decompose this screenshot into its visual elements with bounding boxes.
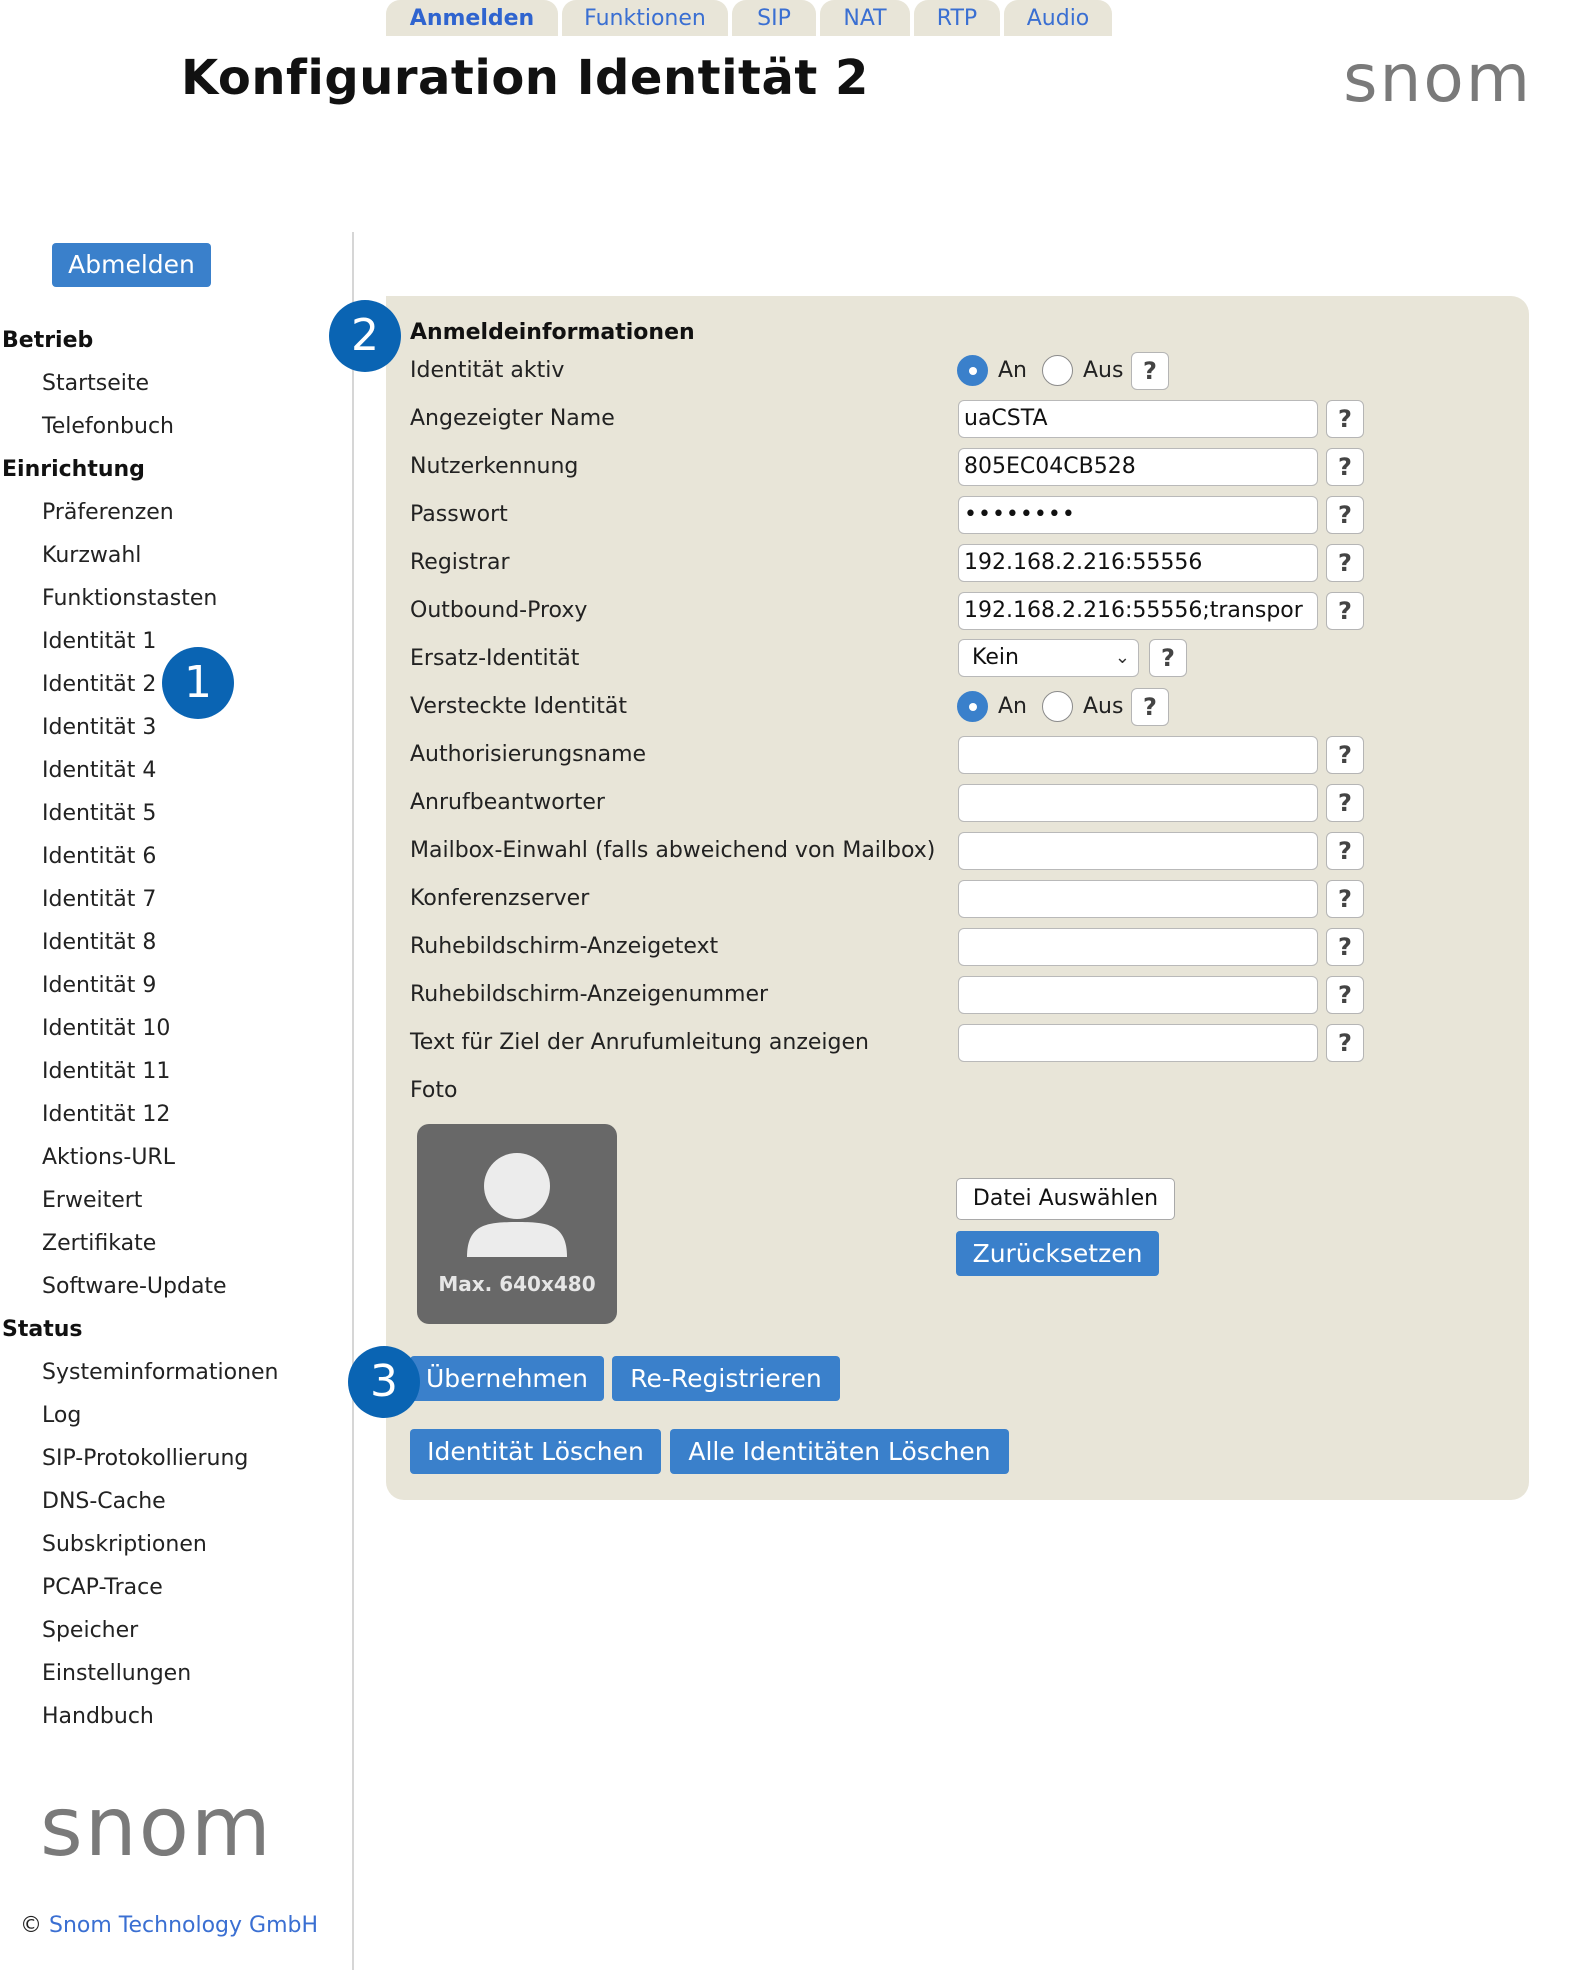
marker-1: 1 xyxy=(162,647,234,719)
delete-identity-button[interactable]: Identität Löschen xyxy=(410,1429,661,1474)
idle-text-input[interactable] xyxy=(958,928,1318,966)
tab-audio[interactable]: Audio xyxy=(1004,0,1112,36)
sidebar-item-zertifikate[interactable]: Zertifikate xyxy=(42,1231,157,1256)
user-id-input[interactable]: 805EC04CB528 xyxy=(958,448,1318,486)
sidebar-item-einstellungen[interactable]: Einstellungen xyxy=(42,1661,192,1686)
forward-target-text-label: Text für Ziel der Anrufumleitung anzeigen xyxy=(410,1030,869,1055)
identity-active-label: Identität aktiv xyxy=(410,358,565,383)
mailbox-dialin-label: Mailbox-Einwahl (falls abweichend von Mailbox) xyxy=(410,838,936,863)
photo-label: Foto xyxy=(410,1078,458,1103)
help-icon[interactable]: ? xyxy=(1326,880,1364,918)
help-icon[interactable]: ? xyxy=(1326,832,1364,870)
help-icon[interactable]: ? xyxy=(1326,496,1364,534)
tab-anmelden[interactable]: Anmelden xyxy=(386,0,558,36)
delete-all-identities-button[interactable]: Alle Identitäten Löschen xyxy=(670,1429,1009,1474)
choose-file-button[interactable]: Datei Auswählen xyxy=(956,1178,1175,1220)
marker-2: 2 xyxy=(329,300,401,372)
password-input[interactable]: •••••••• xyxy=(958,496,1318,534)
nav-section-status: Status xyxy=(2,1317,83,1342)
outbound-proxy-input[interactable]: 192.168.2.216:55556;transpor xyxy=(958,592,1318,630)
help-icon[interactable]: ? xyxy=(1326,928,1364,966)
help-icon[interactable]: ? xyxy=(1131,352,1169,390)
idle-text-label: Ruhebildschirm-Anzeigetext xyxy=(410,934,719,959)
hidden-identity-label: Versteckte Identität xyxy=(410,694,627,719)
apply-button[interactable]: Übernehmen xyxy=(410,1356,604,1401)
help-icon[interactable]: ? xyxy=(1326,544,1364,582)
help-icon[interactable]: ? xyxy=(1326,448,1364,486)
sidebar-item-identitaet-9[interactable]: Identität 9 xyxy=(42,973,157,998)
photo-caption: Max. 640x480 xyxy=(438,1272,596,1296)
sidebar-item-identitaet-12[interactable]: Identität 12 xyxy=(42,1102,171,1127)
sidebar-item-sip-protokollierung[interactable]: SIP-Protokollierung xyxy=(42,1446,249,1471)
help-icon[interactable]: ? xyxy=(1149,639,1187,677)
mailbox-dialin-input[interactable] xyxy=(958,832,1318,870)
help-icon[interactable]: ? xyxy=(1131,688,1169,726)
page-title: Konfiguration Identität 2 xyxy=(181,50,869,106)
failover-identity-value: Kein xyxy=(972,645,1019,670)
failover-identity-label: Ersatz-Identität xyxy=(410,646,580,671)
logout-button[interactable]: Abmelden xyxy=(52,243,211,287)
copyright-link[interactable]: Snom Technology GmbH xyxy=(49,1913,319,1938)
user-id-label: Nutzerkennung xyxy=(410,454,579,479)
sidebar-item-identitaet-10[interactable]: Identität 10 xyxy=(42,1016,171,1041)
help-icon[interactable]: ? xyxy=(1326,1024,1364,1062)
display-name-label: Angezeigter Name xyxy=(410,406,615,431)
sidebar-item-erweitert[interactable]: Erweitert xyxy=(42,1188,143,1213)
registrar-label: Registrar xyxy=(410,550,510,575)
sidebar xyxy=(0,0,352,1970)
sidebar-item-software-update[interactable]: Software-Update xyxy=(42,1274,227,1299)
tab-nat[interactable]: NAT xyxy=(820,0,910,36)
sidebar-item-praeferenzen[interactable]: Präferenzen xyxy=(42,500,174,525)
tab-funktionen[interactable]: Funktionen xyxy=(562,0,728,36)
sidebar-item-startseite[interactable]: Startseite xyxy=(42,371,150,396)
help-icon[interactable]: ? xyxy=(1326,592,1364,630)
answering-machine-label: Anrufbeantworter xyxy=(410,790,605,815)
outbound-proxy-label: Outbound-Proxy xyxy=(410,598,588,623)
sidebar-item-kurzwahl[interactable]: Kurzwahl xyxy=(42,543,142,568)
hidden-identity-on-radio[interactable] xyxy=(957,691,988,722)
copyright xyxy=(20,1913,318,1938)
sidebar-item-identitaet-2[interactable]: Identität 2 xyxy=(42,672,157,697)
nav-section-einrichtung: Einrichtung xyxy=(2,457,145,482)
sidebar-item-systeminformationen[interactable]: Systeminformationen xyxy=(42,1360,279,1385)
forward-target-text-input[interactable] xyxy=(958,1024,1318,1062)
photo-placeholder xyxy=(417,1124,617,1324)
sidebar-item-funktionstasten[interactable]: Funktionstasten xyxy=(42,586,218,611)
sidebar-item-aktions-url[interactable]: Aktions-URL xyxy=(42,1145,175,1170)
help-icon[interactable]: ? xyxy=(1326,400,1364,438)
sidebar-item-speicher[interactable]: Speicher xyxy=(42,1618,139,1643)
sidebar-snom-logo: snom xyxy=(40,1780,273,1875)
snom-logo: snom xyxy=(1343,40,1532,117)
sidebar-item-identitaet-3[interactable]: Identität 3 xyxy=(42,715,157,740)
identity-active-on-radio[interactable] xyxy=(957,355,988,386)
hidden-identity-off-label: Aus xyxy=(1083,694,1124,719)
sidebar-item-handbuch[interactable]: Handbuch xyxy=(42,1704,154,1729)
failover-identity-select[interactable] xyxy=(958,639,1139,677)
display-name-input[interactable]: uaCSTA xyxy=(958,400,1318,438)
identity-active-off-label: Aus xyxy=(1083,358,1124,383)
registrar-input[interactable]: 192.168.2.216:55556 xyxy=(958,544,1318,582)
reregister-button[interactable]: Re-Registrieren xyxy=(612,1356,840,1401)
auth-name-input[interactable] xyxy=(958,736,1318,774)
sidebar-item-identitaet-11[interactable]: Identität 11 xyxy=(42,1059,171,1084)
auth-name-label: Authorisierungsname xyxy=(410,742,647,767)
sidebar-item-pcap-trace[interactable]: PCAP-Trace xyxy=(42,1575,163,1600)
password-label: Passwort xyxy=(410,502,508,527)
tab-sip[interactable]: SIP xyxy=(732,0,816,36)
copyright-symbol: © xyxy=(20,1913,42,1938)
sidebar-divider xyxy=(352,232,354,1970)
conference-server-label: Konferenzserver xyxy=(410,886,590,911)
hidden-identity-off-radio[interactable] xyxy=(1042,691,1073,722)
help-icon[interactable]: ? xyxy=(1326,976,1364,1014)
chevron-down-icon: ⌄ xyxy=(1114,647,1130,668)
sidebar-item-identitaet-8[interactable]: Identität 8 xyxy=(42,930,157,955)
answering-machine-input[interactable] xyxy=(958,784,1318,822)
hidden-identity-on-label: An xyxy=(998,694,1027,719)
nav-section-betrieb: Betrieb xyxy=(2,328,94,353)
help-icon[interactable]: ? xyxy=(1326,736,1364,774)
sidebar-item-identitaet-6[interactable]: Identität 6 xyxy=(42,844,157,869)
sidebar-item-telefonbuch[interactable]: Telefonbuch xyxy=(42,414,174,439)
sidebar-item-dns-cache[interactable]: DNS-Cache xyxy=(42,1489,166,1514)
conference-server-input[interactable] xyxy=(958,880,1318,918)
sidebar-item-identitaet-1[interactable]: Identität 1 xyxy=(42,629,157,654)
reset-photo-button[interactable]: Zurücksetzen xyxy=(956,1231,1159,1276)
identity-active-on-label: An xyxy=(998,358,1027,383)
sidebar-item-log[interactable]: Log xyxy=(42,1403,82,1428)
section-title: Anmeldeinformationen xyxy=(410,320,695,345)
sidebar-item-subskriptionen[interactable]: Subskriptionen xyxy=(42,1532,207,1557)
marker-3: 3 xyxy=(348,1346,420,1418)
idle-number-label: Ruhebildschirm-Anzeigenummer xyxy=(410,982,769,1007)
sidebar-item-identitaet-7[interactable]: Identität 7 xyxy=(42,887,157,912)
identity-active-off-radio[interactable] xyxy=(1042,355,1073,386)
tab-rtp[interactable]: RTP xyxy=(914,0,1000,36)
sidebar-item-identitaet-5[interactable]: Identität 5 xyxy=(42,801,157,826)
idle-number-input[interactable] xyxy=(958,976,1318,1014)
sidebar-item-identitaet-4[interactable]: Identität 4 xyxy=(42,758,157,783)
help-icon[interactable]: ? xyxy=(1326,784,1364,822)
